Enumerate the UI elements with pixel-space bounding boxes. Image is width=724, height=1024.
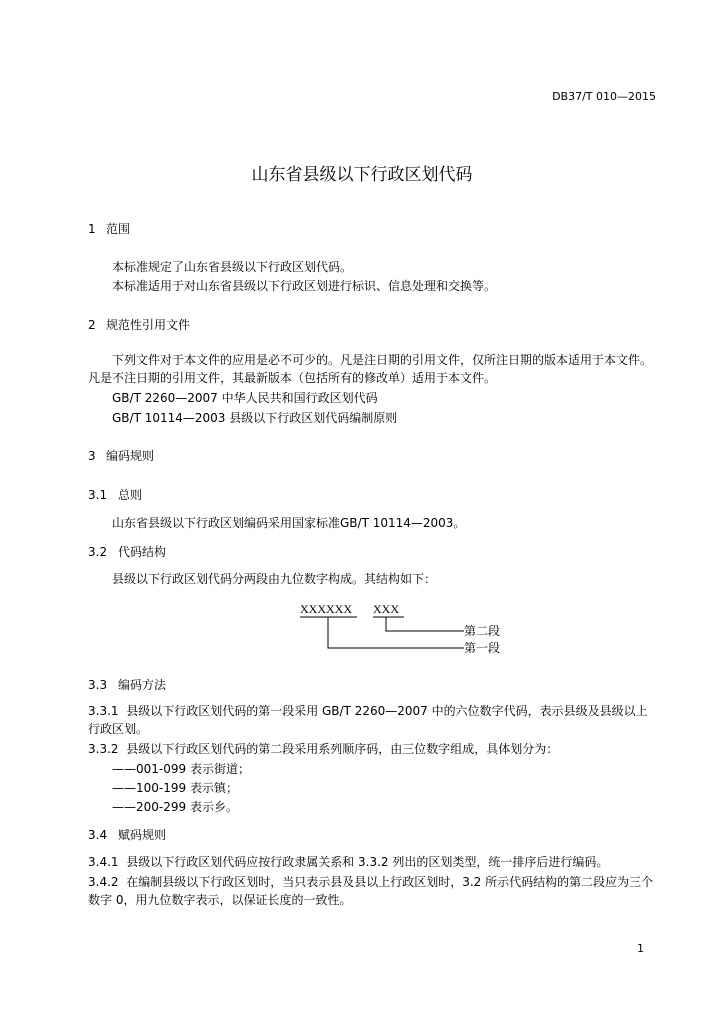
clause-text: 县级以下行政区划代码的第一段采用 GB/T 2260—2007 中的六位数字代码，表示县级及县级以上行政区划。 bbox=[88, 704, 648, 736]
section-title: 编码方法 bbox=[118, 678, 167, 692]
clause-3-3-1 bbox=[88, 702, 658, 738]
section-title: 编码规则 bbox=[106, 449, 155, 463]
section-number: 3.4 bbox=[88, 828, 108, 842]
code-structure-diagram bbox=[290, 598, 530, 660]
clause-text: 在编制县级以下行政区划时，当只表示县及县以上行政区划时，3.2 所示代码结构的第二段应为三个数字 0，用九位数字表示，以保证长度的一致性。 bbox=[88, 875, 654, 907]
segment-1-label: 第一段 bbox=[464, 641, 501, 655]
clause-text: 县级以下行政区划代码应按行政隶属关系和 3.3.2 列出的区划类型，统一排序后进行编码。 bbox=[126, 855, 609, 869]
segment-1-placeholder: XXXXXX bbox=[300, 602, 352, 616]
list-item: ——100-199 表示镇； bbox=[112, 781, 238, 795]
paragraph: 本标准规定了山东省县级以下行政区划代码。 bbox=[112, 260, 353, 274]
page-title: 山东省县级以下行政区划代码 bbox=[251, 165, 473, 185]
section-2-heading bbox=[88, 316, 190, 333]
clause-3-4-1 bbox=[88, 853, 658, 871]
page-number: 1 bbox=[637, 942, 644, 955]
section-3-heading bbox=[88, 447, 154, 464]
section-title: 总则 bbox=[118, 488, 143, 502]
paragraph: 山东省县级以下行政区划编码采用国家标准GB/T 10114—2003。 bbox=[112, 516, 466, 530]
paragraph: 县级以下行政区划代码分两段由九位数字构成。其结构如下： bbox=[112, 572, 437, 586]
segment-2-label: 第二段 bbox=[464, 624, 501, 638]
section-number: 2 bbox=[88, 318, 96, 332]
section-number: 3.2 bbox=[88, 545, 108, 559]
normative-reference: GB/T 2260—2007 中华人民共和国行政区划代码 bbox=[112, 391, 378, 405]
section-title: 赋码规则 bbox=[118, 828, 167, 842]
subsection-3-2-heading bbox=[88, 543, 166, 560]
section-number: 3.1 bbox=[88, 488, 108, 502]
paragraph: 下列文件对于本文件的应用是必不可少的。凡是注日期的引用文件，仅所注日期的版本适用于本文件。凡是不注日期的引用文件，其最新版本（包括所有的修改单）适用于本文件。 bbox=[88, 353, 653, 385]
paragraph: 本标准适用于对山东省县级以下行政区划进行标识、信息处理和交换等。 bbox=[112, 279, 497, 293]
section-title: 代码结构 bbox=[118, 545, 167, 559]
clause-3-3-2 bbox=[88, 740, 658, 758]
subsection-3-1-heading bbox=[88, 486, 142, 503]
clause-text: 县级以下行政区划代码的第二段采用系列顺序码，由三位数字组成，具体划分为： bbox=[126, 742, 559, 756]
list-item: ——200-299 表示乡。 bbox=[112, 800, 238, 814]
normative-reference: GB/T 10114—2003 县级以下行政区划代码编制原则 bbox=[112, 411, 398, 425]
segment-2-placeholder: XXX bbox=[373, 602, 399, 616]
section-number: 3.3 bbox=[88, 678, 108, 692]
subsection-3-4-heading bbox=[88, 826, 166, 843]
document-id: DB37/T 010—2015 bbox=[552, 90, 656, 103]
clause-number: 3.3.1 bbox=[88, 704, 119, 718]
clause-number: 3.3.2 bbox=[88, 742, 119, 756]
list-item: ——001-099 表示街道； bbox=[112, 762, 250, 776]
section-number: 1 bbox=[88, 222, 96, 236]
section-number: 3 bbox=[88, 449, 96, 463]
section-title: 规范性引用文件 bbox=[106, 318, 191, 332]
clause-3-4-2 bbox=[88, 873, 658, 909]
clause-number: 3.4.2 bbox=[88, 875, 119, 889]
clause-number: 3.4.1 bbox=[88, 855, 119, 869]
subsection-3-3-heading bbox=[88, 676, 166, 693]
segment-2-leader bbox=[386, 617, 464, 631]
segment-1-leader bbox=[328, 617, 464, 648]
section-title: 范围 bbox=[106, 222, 131, 236]
section-1-heading bbox=[88, 220, 130, 237]
